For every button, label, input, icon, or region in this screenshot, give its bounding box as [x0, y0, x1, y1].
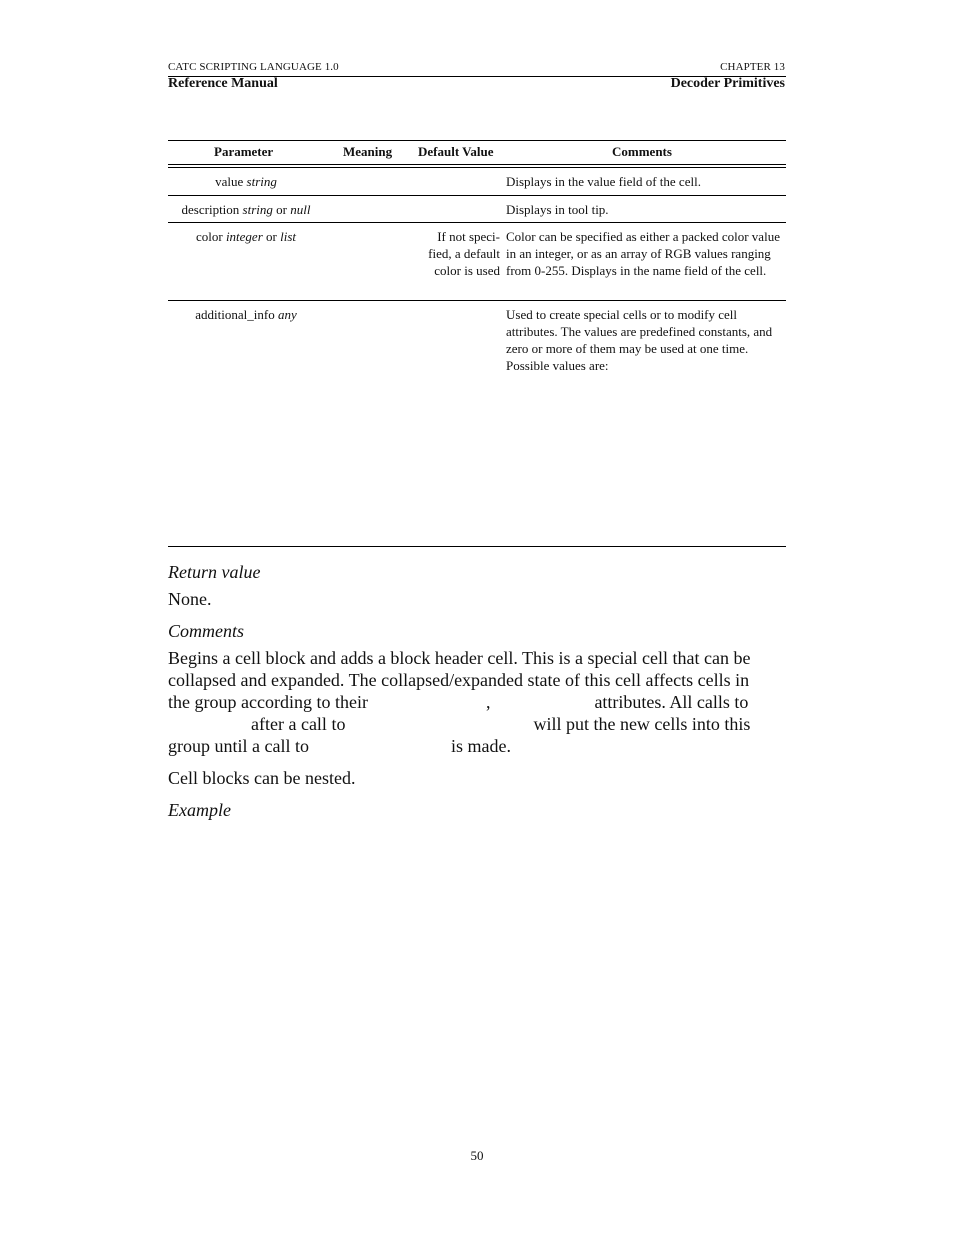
- param-name: description: [181, 202, 240, 217]
- comments-cell: Displays in tool tip.: [506, 202, 609, 217]
- comments-line: [168, 691, 786, 713]
- col-header-default: Default Value: [418, 144, 494, 159]
- comments-cell: Used to create special cells or to modify cell attributes. The values are predefined constants, and zero or more of them may be used at one time. Possible values are:: [506, 307, 773, 373]
- param-cell: [168, 306, 324, 323]
- comments-line: Begins a cell block and adds a block header cell. This is a special cell that can be: [168, 648, 751, 668]
- param-or: or: [266, 229, 277, 244]
- comments-paragraph: [168, 647, 786, 757]
- parameter-table: [168, 140, 786, 381]
- comments-line: [168, 735, 786, 757]
- param-name: value: [215, 174, 244, 189]
- comments-cell: Displays in the value field of the cell.: [506, 174, 701, 189]
- param-type: any: [277, 307, 297, 322]
- default-value-cell: If not speci- fied, a default color is used: [428, 229, 500, 278]
- example-heading: Example: [168, 800, 231, 820]
- param-name: additional_info: [195, 307, 275, 322]
- comments-fragment: will put the new cells into this: [533, 714, 751, 734]
- param-type-alt: null: [290, 202, 311, 217]
- return-value-heading: Return value: [168, 562, 261, 582]
- return-value-text: None.: [168, 589, 212, 609]
- param-type: string: [242, 202, 273, 217]
- param-cell: [168, 173, 324, 190]
- header-chapter-title: Decoder Primitives: [670, 76, 785, 91]
- comments-fragment: group until a call to: [168, 736, 309, 756]
- comments-fragment: ,: [485, 692, 491, 712]
- param-name: color: [195, 229, 223, 244]
- table-row: [168, 223, 786, 301]
- comments-fragment: the group according to their: [168, 692, 368, 712]
- header-chapter: CHAPTER 13: [720, 61, 785, 73]
- running-header-left: [168, 61, 339, 73]
- col-header-meaning: Meaning: [343, 144, 393, 159]
- col-header-comments: Comments: [612, 144, 672, 159]
- comments-fragment: after a call to: [251, 714, 346, 734]
- col-header-parameter: Parameter: [214, 144, 274, 159]
- table-header-row: [168, 141, 786, 164]
- comments-cell: Color can be specified as either a packed color value in an integer, or as an array of RGB values ranging from 0-255. Displays in the name field of the cell.: [506, 229, 780, 278]
- param-cell: [168, 201, 324, 218]
- param-type-alt: list: [280, 229, 297, 244]
- running-header-right: [720, 61, 785, 73]
- table-bottom-rule: [168, 546, 786, 547]
- comments-fragment: attributes. All calls to: [594, 692, 749, 712]
- nested-note: Cell blocks can be nested.: [168, 768, 356, 788]
- table-row: [168, 196, 786, 223]
- header-manual-title: Reference Manual: [168, 76, 278, 91]
- comments-fragment: is made.: [450, 736, 511, 756]
- param-cell: [168, 228, 324, 245]
- header-series: CATC SCRIPTING LANGUAGE 1.0: [168, 61, 339, 73]
- param-type: string: [246, 174, 277, 189]
- table-row: [168, 301, 786, 381]
- comments-heading: Comments: [168, 621, 244, 641]
- param-type: integer: [225, 229, 263, 244]
- comments-line: collapsed and expanded. The collapsed/expanded state of this cell affects cells in: [168, 670, 750, 690]
- page-number: 50: [470, 1148, 484, 1163]
- table-row: [168, 168, 786, 196]
- param-or: or: [276, 202, 287, 217]
- comments-line: [168, 713, 786, 735]
